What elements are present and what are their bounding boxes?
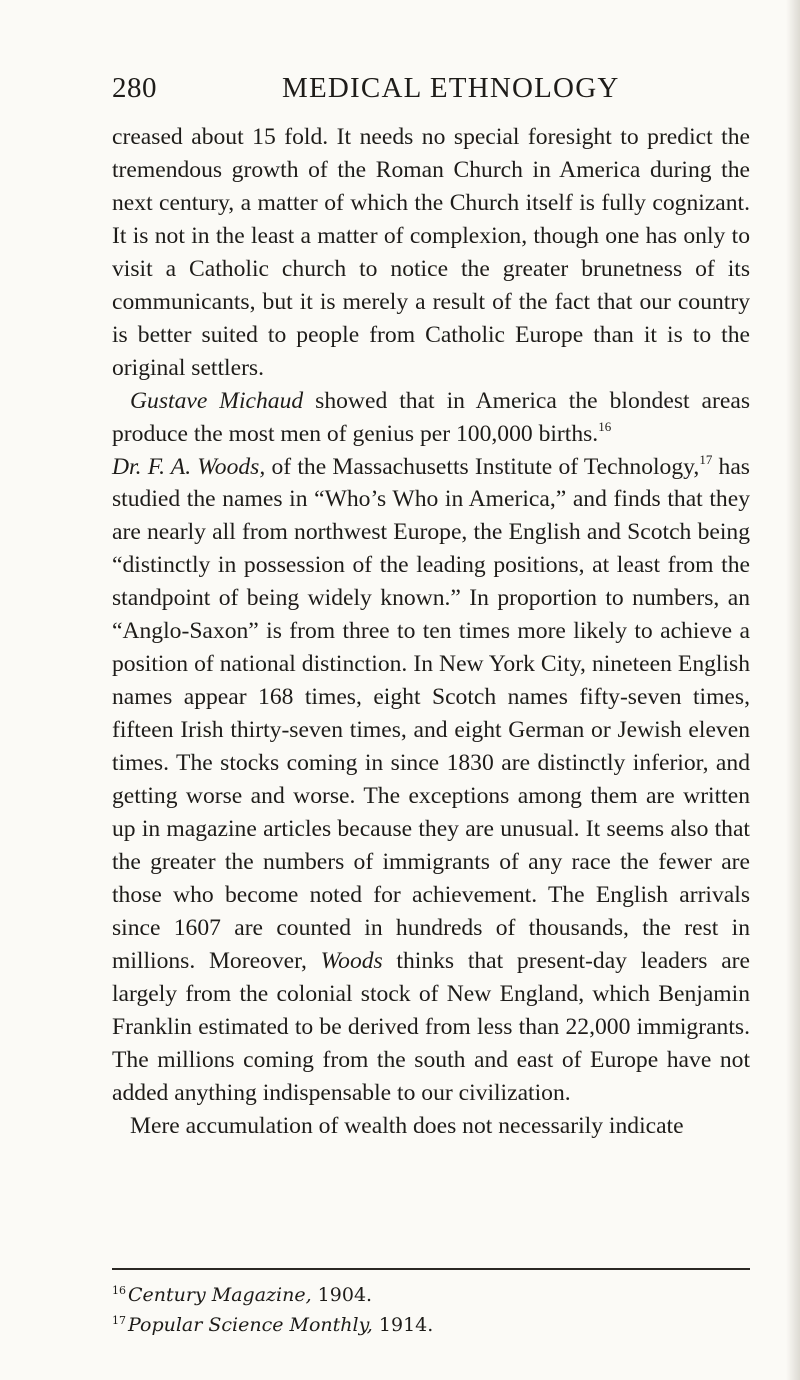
paragraph-4-text: Mere accumulation of wealth does not necessarily indicate <box>130 1112 684 1139</box>
page-edge-shadow <box>786 0 800 1380</box>
footnote-year: 1914. <box>372 1314 434 1336</box>
footnote-title: Century Magazine, <box>128 1284 312 1306</box>
paragraph-1 <box>112 121 750 385</box>
author-woods-second: Woods <box>320 947 383 974</box>
footnote-ref-17: 17 <box>699 451 713 467</box>
author-michaud: Gustave Michaud <box>130 387 304 414</box>
footnote-rule <box>112 1268 750 1270</box>
paragraph-3-text-a: of the Massachusetts Institute of Technology, <box>265 453 700 480</box>
footnote-16 <box>112 1278 750 1308</box>
page-header <box>112 72 752 112</box>
body-text <box>112 121 750 1143</box>
paragraph-3 <box>112 451 750 1110</box>
paragraph-2 <box>112 385 750 451</box>
author-woods: Dr. F. A. Woods, <box>112 453 266 480</box>
footnote-title: Popular Science Monthly, <box>128 1314 373 1336</box>
paragraph-3-text-c: thinks that present-day leaders are largely from the colonial stock of New England, which Benjamin Franklin estimated to be derived from less than 22,000 immigrants. The millions coming from the south and east of Europe have not added anything indispensable to our civilization. <box>112 947 750 1106</box>
paragraph-2-text: showed that in America the blondest areas produce the most men of genius per 100,000 births. <box>112 387 750 447</box>
footnote-ref-16: 16 <box>598 418 612 434</box>
footnote-number: 16 <box>112 1284 126 1297</box>
footnote-number: 17 <box>112 1314 126 1327</box>
paragraph-1-text: creased about 15 fold. It needs no special foresight to predict the tremendous growth of the Roman Church in America during the next century, a matter of which the Church itself is fully cognizant. It is not in the least a matter of complexion, though one has only to visit a Catholic church to notice the greater brunetness of its communicants, but it is merely a result of the fact that our country is better suited to people from Catholic Europe than it is to the original settlers. <box>112 124 750 381</box>
footnotes <box>112 1278 750 1338</box>
footnote-17 <box>112 1308 750 1338</box>
page-number: 280 <box>112 72 157 104</box>
footnote-year: 1904. <box>311 1284 373 1306</box>
running-head: MEDICAL ETHNOLOGY <box>282 72 620 104</box>
paragraph-3-text-b: has studied the names in “Who’s Who in America,” and finds that they are nearly all from northwest Europe, the English and Scotch being “distinctly in possession of the leading positions, at least from the standpoint of being widely known.” In proportion to numbers, an “Anglo-Saxon” is from three to ten times more likely to achieve a position of national distinction. In New York City, nineteen English names appear 168 times, eight Scotch names fifty-seven times, fifteen Irish thirty-seven times, and eight German or Jewish eleven times. The stocks coming in since 1830 are distinctly inferior, and getting worse and worse. The exceptions among them are written up in magazine articles because they are unusual. It seems also that the greater the numbers of immigrants of any race the fewer are those who become noted for achievement. The English arrivals since 1607 are counted in hundreds of thousands, the rest in millions. Moreover, <box>112 453 750 974</box>
paragraph-4 <box>112 1110 750 1143</box>
